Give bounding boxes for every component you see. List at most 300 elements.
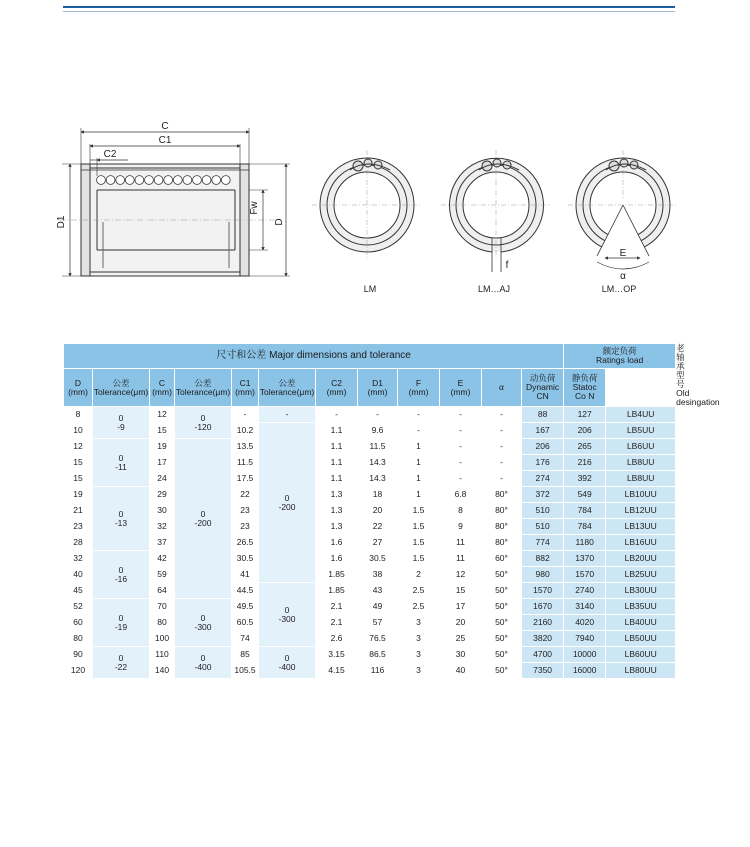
header-alpha: α bbox=[482, 368, 522, 406]
cell-e: 12 bbox=[440, 567, 482, 583]
cell-e: 11 bbox=[440, 551, 482, 567]
cell-static-load: 10000 bbox=[564, 647, 606, 663]
cell-e: 6.8 bbox=[440, 487, 482, 503]
cell-c1-tolerance-upper: 0 bbox=[284, 605, 290, 616]
cell-c: 24 bbox=[150, 471, 175, 487]
cell-old-designation: LB35UU bbox=[606, 599, 676, 615]
header-c2 bbox=[316, 368, 358, 406]
dim-alpha-label: α bbox=[620, 271, 626, 282]
cell-c1: 30.5 bbox=[232, 551, 259, 567]
cell-d1: 9.6 bbox=[358, 423, 398, 439]
cell-e: - bbox=[440, 455, 482, 471]
cell-dynamic-load: 882 bbox=[522, 551, 564, 567]
dim-e-label: E bbox=[619, 248, 627, 259]
header-sta-en: Statoc bbox=[572, 382, 597, 393]
cell-alpha: - bbox=[482, 439, 522, 455]
cell-f: 2.5 bbox=[398, 583, 440, 599]
cell-d1: 116 bbox=[358, 663, 398, 679]
cell-dynamic-load: 1670 bbox=[522, 599, 564, 615]
cell-c-tolerance-lower: -300 bbox=[194, 621, 212, 632]
ball bbox=[202, 176, 211, 185]
header-c bbox=[150, 368, 175, 406]
cell-old-designation: LB4UU bbox=[606, 407, 676, 423]
ball bbox=[183, 176, 192, 185]
table-row bbox=[64, 599, 677, 615]
cell-d-tolerance-lower: -22 bbox=[114, 661, 128, 672]
cell-c1-tolerance-upper: 0 bbox=[284, 493, 290, 504]
cell-c: 110 bbox=[150, 647, 175, 663]
cell-e: 20 bbox=[440, 615, 482, 631]
cell-c1-tolerance-upper: 0 bbox=[284, 653, 290, 664]
table-row bbox=[64, 439, 677, 455]
cell-c: 15 bbox=[150, 423, 175, 439]
cell-e: 25 bbox=[440, 631, 482, 647]
cell-c-tolerance bbox=[175, 407, 232, 439]
header-d1 bbox=[358, 368, 398, 406]
cell-c2: 1.6 bbox=[316, 551, 358, 567]
table-row bbox=[64, 631, 677, 647]
cell-d: 15 bbox=[64, 455, 93, 471]
cell-dynamic-load: 372 bbox=[522, 487, 564, 503]
ball bbox=[154, 176, 163, 185]
cell-f: 3 bbox=[398, 631, 440, 647]
cell-alpha: - bbox=[482, 455, 522, 471]
cell-c1: 23 bbox=[232, 503, 259, 519]
cell-alpha: - bbox=[482, 471, 522, 487]
dim-d-label: D bbox=[274, 218, 285, 226]
cell-alpha: 50° bbox=[482, 647, 522, 663]
cell-c1: 41 bbox=[232, 567, 259, 583]
cell-old-designation: LB60UU bbox=[606, 647, 676, 663]
cell-c2: 1.85 bbox=[316, 583, 358, 599]
header-d1-unit: (mm) bbox=[367, 386, 388, 397]
cell-d1: 57 bbox=[358, 615, 398, 631]
cell-c1: 23 bbox=[232, 519, 259, 535]
cell-f: 2 bbox=[398, 567, 440, 583]
cell-f: - bbox=[398, 423, 440, 439]
header-c1-unit: (mm) bbox=[235, 386, 255, 397]
cell-c: 19 bbox=[150, 439, 175, 455]
cell-d: 19 bbox=[64, 487, 93, 503]
cell-static-load: 16000 bbox=[564, 663, 606, 679]
cell-old-designation: LB40UU bbox=[606, 615, 676, 631]
cell-e: 15 bbox=[440, 583, 482, 599]
cell-c-tolerance bbox=[175, 439, 232, 599]
cell-alpha: 50° bbox=[482, 615, 522, 631]
ratings-en: Ratings load bbox=[596, 354, 644, 365]
cell-old-designation: LB20UU bbox=[606, 551, 676, 567]
cell-c: 59 bbox=[150, 567, 175, 583]
cell-dynamic-load: 3820 bbox=[522, 631, 564, 647]
cell-c1-tolerance bbox=[259, 423, 316, 583]
header-c2-unit: (mm) bbox=[326, 386, 347, 397]
cell-d: 52 bbox=[64, 599, 93, 615]
header-e-top: E bbox=[457, 377, 464, 388]
header-c1-top: C1 bbox=[239, 377, 251, 388]
cell-d1: 30.5 bbox=[358, 551, 398, 567]
cell-static-load: 216 bbox=[564, 455, 606, 471]
lm-front-view bbox=[312, 150, 422, 260]
cell-e: 30 bbox=[440, 647, 482, 663]
cell-old-designation: LB50UU bbox=[606, 631, 676, 647]
cell-dynamic-load: 4700 bbox=[522, 647, 564, 663]
cell-c1: 26.5 bbox=[232, 535, 259, 551]
cell-old-designation: LB8UU bbox=[606, 455, 676, 471]
cell-d-tolerance-upper: 0 bbox=[118, 565, 124, 576]
cell-static-load: 2740 bbox=[564, 583, 606, 599]
cell-c: 64 bbox=[150, 583, 175, 599]
cell-static-load: 265 bbox=[564, 439, 606, 455]
cell-d1: 38 bbox=[358, 567, 398, 583]
cell-dynamic-load: 2160 bbox=[522, 615, 564, 631]
cell-f: 3 bbox=[398, 663, 440, 679]
cell-d: 28 bbox=[64, 535, 93, 551]
cell-c: 29 bbox=[150, 487, 175, 503]
header-d bbox=[64, 368, 93, 406]
cell-c2: 3.15 bbox=[316, 647, 358, 663]
cell-d1: 49 bbox=[358, 599, 398, 615]
table-row bbox=[64, 583, 677, 599]
cell-d: 90 bbox=[64, 647, 93, 663]
cell-d: 23 bbox=[64, 519, 93, 535]
table-row bbox=[64, 535, 677, 551]
table-row bbox=[64, 647, 677, 663]
cell-dynamic-load: 274 bbox=[522, 471, 564, 487]
cell-c-tolerance-lower: -400 bbox=[194, 661, 212, 672]
cell-f: 1.5 bbox=[398, 503, 440, 519]
cell-static-load: 784 bbox=[564, 519, 606, 535]
ball bbox=[221, 176, 230, 185]
cell-static-load: 549 bbox=[564, 487, 606, 503]
header-c1-tol-en: Tolerance(μm) bbox=[259, 386, 315, 397]
cell-d1: 43 bbox=[358, 583, 398, 599]
cell-old-designation: LB16UU bbox=[606, 535, 676, 551]
cell-c: 70 bbox=[150, 599, 175, 615]
cell-c: 100 bbox=[150, 631, 175, 647]
header-c1-tol bbox=[259, 368, 316, 406]
cell-e: 11 bbox=[440, 535, 482, 551]
cell-dynamic-load: 206 bbox=[522, 439, 564, 455]
cell-dynamic-load: 510 bbox=[522, 519, 564, 535]
ball bbox=[145, 176, 154, 185]
cell-old-designation: LB25UU bbox=[606, 567, 676, 583]
cell-c: 12 bbox=[150, 407, 175, 423]
cell-old-designation: LB5UU bbox=[606, 423, 676, 439]
cell-dynamic-load: 980 bbox=[522, 567, 564, 583]
ball bbox=[212, 176, 221, 185]
cell-d1: 14.3 bbox=[358, 455, 398, 471]
cell-c2: 1.1 bbox=[316, 423, 358, 439]
cell-d1: 11.5 bbox=[358, 439, 398, 455]
cell-static-load: 1180 bbox=[564, 535, 606, 551]
cell-d: 15 bbox=[64, 471, 93, 487]
header-dyn-cn: 动负荷 bbox=[529, 373, 556, 384]
header-c-tol bbox=[175, 368, 232, 406]
ball bbox=[193, 176, 202, 185]
cell-d1: 18 bbox=[358, 487, 398, 503]
cell-c2: 2.1 bbox=[316, 615, 358, 631]
cell-d-tolerance bbox=[93, 407, 150, 439]
ball bbox=[125, 176, 134, 185]
header-c-top: C bbox=[158, 377, 166, 388]
table-title: 尺寸和公差 Major dimensions and tolerance bbox=[64, 344, 564, 369]
header-c2-top: C2 bbox=[331, 377, 342, 388]
cell-c: 32 bbox=[150, 519, 175, 535]
cell-d-tolerance-lower: -16 bbox=[114, 573, 128, 584]
header-e bbox=[440, 368, 482, 406]
header-d-tol-cn: 公差 bbox=[112, 377, 130, 388]
cell-f: 1 bbox=[398, 487, 440, 503]
cell-c2: 4.15 bbox=[316, 663, 358, 679]
cell-alpha: 50° bbox=[482, 567, 522, 583]
cell-alpha: - bbox=[482, 407, 522, 423]
cell-dynamic-load: 774 bbox=[522, 535, 564, 551]
cell-alpha: - bbox=[482, 423, 522, 439]
ratings-load-header bbox=[564, 344, 676, 369]
cell-d-tolerance-upper: 0 bbox=[118, 613, 124, 624]
cell-c-tolerance bbox=[175, 599, 232, 647]
cell-d-tolerance-lower: -19 bbox=[114, 621, 128, 632]
lm-aj-front-view bbox=[441, 150, 551, 272]
cell-c2: 1.3 bbox=[316, 519, 358, 535]
table-row bbox=[64, 503, 677, 519]
cell-c-tolerance-lower: -200 bbox=[194, 517, 212, 528]
header-f-top: F bbox=[415, 377, 422, 388]
cell-f: 2.5 bbox=[398, 599, 440, 615]
cell-c1: 10.2 bbox=[232, 423, 259, 439]
header-static bbox=[564, 368, 606, 406]
cell-e: - bbox=[440, 471, 482, 487]
cell-c1: 13.5 bbox=[232, 439, 259, 455]
cell-static-load: 127 bbox=[564, 407, 606, 423]
cell-f: 3 bbox=[398, 615, 440, 631]
cell-d: 10 bbox=[64, 423, 93, 439]
cell-d: 80 bbox=[64, 631, 93, 647]
ball bbox=[116, 176, 125, 185]
cell-f: 1.5 bbox=[398, 535, 440, 551]
cell-d-tolerance-lower: -9 bbox=[117, 421, 125, 432]
dimensions-table bbox=[63, 343, 720, 679]
header-f bbox=[398, 368, 440, 406]
cell-c1: 44.5 bbox=[232, 583, 259, 599]
cell-c: 42 bbox=[150, 551, 175, 567]
cell-static-load: 1570 bbox=[564, 567, 606, 583]
cell-c: 30 bbox=[150, 503, 175, 519]
cell-static-load: 7940 bbox=[564, 631, 606, 647]
cell-c1: 22 bbox=[232, 487, 259, 503]
cell-old-designation: LB8UU bbox=[606, 471, 676, 487]
cell-f: - bbox=[398, 407, 440, 423]
cell-e: 40 bbox=[440, 663, 482, 679]
table-row bbox=[64, 615, 677, 631]
header-c-tol-cn: 公差 bbox=[194, 377, 212, 388]
cell-static-load: 392 bbox=[564, 471, 606, 487]
cell-e: - bbox=[440, 407, 482, 423]
cell-alpha: 50° bbox=[482, 599, 522, 615]
cell-c1-tolerance-lower: -300 bbox=[278, 613, 296, 624]
table-row bbox=[64, 471, 677, 487]
table-row bbox=[64, 407, 677, 423]
dim-d1-label: D1 bbox=[56, 215, 67, 229]
cell-e: - bbox=[440, 439, 482, 455]
cell-f: 3 bbox=[398, 647, 440, 663]
cell-old-designation: LB80UU bbox=[606, 663, 676, 679]
header-c-tol-en: Tolerance(μm) bbox=[175, 386, 231, 397]
cell-d-tolerance bbox=[93, 599, 150, 647]
cell-static-load: 1370 bbox=[564, 551, 606, 567]
dim-c1-label: C1 bbox=[158, 135, 172, 146]
ball bbox=[135, 176, 144, 185]
cell-e: 8 bbox=[440, 503, 482, 519]
cell-e: 9 bbox=[440, 519, 482, 535]
cell-c1: 105.5 bbox=[232, 663, 259, 679]
caption-lm-aj: LM…AJ bbox=[477, 284, 511, 294]
cell-c1: 11.5 bbox=[232, 455, 259, 471]
old-designation-header: 老轴承型号 Old desingation bbox=[676, 343, 720, 407]
cell-d: 8 bbox=[64, 407, 93, 423]
dim-c-label: C bbox=[161, 121, 169, 132]
dim-fw-label: Fw bbox=[249, 201, 260, 215]
cell-c1-tolerance-lower: -400 bbox=[278, 661, 296, 672]
header-d-top: D bbox=[74, 377, 82, 388]
cell-d: 120 bbox=[64, 663, 93, 679]
cell-c1: 60.5 bbox=[232, 615, 259, 631]
cell-c1-tolerance-lower: -200 bbox=[278, 501, 296, 512]
cell-old-designation: LB6UU bbox=[606, 439, 676, 455]
cell-alpha: 80° bbox=[482, 519, 522, 535]
cell-alpha: 60° bbox=[482, 551, 522, 567]
cell-d1: 14.3 bbox=[358, 471, 398, 487]
cell-c: 140 bbox=[150, 663, 175, 679]
header-dynamic bbox=[522, 368, 564, 406]
cell-d1: 20 bbox=[358, 503, 398, 519]
header-c1-tol-cn: 公差 bbox=[278, 377, 296, 388]
header-d-unit: (mm) bbox=[68, 386, 88, 397]
cell-d: 32 bbox=[64, 551, 93, 567]
cell-c-tolerance bbox=[175, 647, 232, 679]
cell-d-tolerance bbox=[93, 487, 150, 551]
cell-old-designation: LB30UU bbox=[606, 583, 676, 599]
cell-c2: 1.3 bbox=[316, 487, 358, 503]
dim-f-label: f bbox=[505, 260, 509, 271]
cell-d-tolerance-upper: 0 bbox=[118, 653, 124, 664]
cell-old-designation: LB13UU bbox=[606, 519, 676, 535]
cell-c1: 85 bbox=[232, 647, 259, 663]
table-row bbox=[64, 519, 677, 535]
cell-c1-tolerance bbox=[259, 407, 316, 423]
bearing-drawings bbox=[0, 0, 750, 330]
header-d-tol bbox=[93, 368, 150, 406]
ball bbox=[97, 176, 106, 185]
cell-c2: 1.1 bbox=[316, 455, 358, 471]
cell-c1: 74 bbox=[232, 631, 259, 647]
header-e-unit: (mm) bbox=[450, 386, 471, 397]
cell-c1: 49.5 bbox=[232, 599, 259, 615]
cell-c2: 1.1 bbox=[316, 439, 358, 455]
cell-e: - bbox=[440, 423, 482, 439]
table-row bbox=[64, 423, 677, 439]
cell-f: 1 bbox=[398, 455, 440, 471]
cell-d: 40 bbox=[64, 567, 93, 583]
cell-c-tolerance-lower: -120 bbox=[194, 421, 212, 432]
cell-alpha: 50° bbox=[482, 583, 522, 599]
cell-f: 1 bbox=[398, 471, 440, 487]
cell-alpha: 80° bbox=[482, 535, 522, 551]
ball bbox=[164, 176, 173, 185]
cell-old-designation: LB12UU bbox=[606, 503, 676, 519]
cell-d-tolerance bbox=[93, 439, 150, 487]
ball bbox=[173, 176, 182, 185]
header-sta-sym: Co N bbox=[574, 391, 595, 402]
cell-alpha: 80° bbox=[482, 503, 522, 519]
cell-c: 17 bbox=[150, 455, 175, 471]
cell-c2: - bbox=[316, 407, 358, 423]
cell-static-load: 206 bbox=[564, 423, 606, 439]
dim-c2-label: C2 bbox=[103, 149, 117, 160]
cell-alpha: 50° bbox=[482, 663, 522, 679]
cell-static-load: 784 bbox=[564, 503, 606, 519]
cell-d-tolerance-lower: -13 bbox=[114, 517, 128, 528]
cell-c2: 2.1 bbox=[316, 599, 358, 615]
table-row bbox=[64, 567, 677, 583]
header-c-unit: (mm) bbox=[152, 386, 172, 397]
cell-c1: - bbox=[232, 407, 259, 423]
cell-f: 1 bbox=[398, 439, 440, 455]
header-sta-cn: 静负荷 bbox=[571, 373, 598, 384]
cell-d-tolerance bbox=[93, 551, 150, 599]
cell-d: 60 bbox=[64, 615, 93, 631]
cell-dynamic-load: 510 bbox=[522, 503, 564, 519]
cell-dynamic-load: 176 bbox=[522, 455, 564, 471]
header-f-unit: (mm) bbox=[408, 386, 429, 397]
cell-c2: 1.1 bbox=[316, 471, 358, 487]
cell-c2: 1.6 bbox=[316, 535, 358, 551]
header-dyn-sym: CN bbox=[536, 391, 549, 402]
cell-f: 1.5 bbox=[398, 551, 440, 567]
cell-c-tolerance-upper: 0 bbox=[200, 509, 206, 520]
table-row bbox=[64, 663, 677, 679]
header-d1-top: D1 bbox=[372, 377, 383, 388]
cell-alpha: 50° bbox=[482, 631, 522, 647]
cell-dynamic-load: 1570 bbox=[522, 583, 564, 599]
table-row bbox=[64, 487, 677, 503]
cell-d-tolerance-lower: -11 bbox=[115, 461, 127, 472]
cell-d-tolerance-upper: 0 bbox=[118, 413, 124, 424]
cell-c1-tolerance-upper: - bbox=[285, 409, 289, 420]
cell-d-tolerance-upper: 0 bbox=[118, 453, 124, 464]
cell-static-load: 4020 bbox=[564, 615, 606, 631]
header-c1 bbox=[232, 368, 259, 406]
header-dyn-en: Dynamic bbox=[526, 382, 560, 393]
caption-lm-op: LM…OP bbox=[601, 284, 637, 294]
cell-c2: 2.6 bbox=[316, 631, 358, 647]
cell-c-tolerance-upper: 0 bbox=[200, 653, 206, 664]
cell-dynamic-load: 167 bbox=[522, 423, 564, 439]
cell-c: 37 bbox=[150, 535, 175, 551]
cell-c: 80 bbox=[150, 615, 175, 631]
cell-c2: 1.85 bbox=[316, 567, 358, 583]
cell-d1: 76.5 bbox=[358, 631, 398, 647]
cell-d: 12 bbox=[64, 439, 93, 455]
cell-d1: - bbox=[358, 407, 398, 423]
cell-d1: 86.5 bbox=[358, 647, 398, 663]
cell-d-tolerance bbox=[93, 647, 150, 679]
cell-c1-tolerance bbox=[259, 583, 316, 647]
cell-dynamic-load: 7350 bbox=[522, 663, 564, 679]
cell-static-load: 3140 bbox=[564, 599, 606, 615]
caption-lm: LM bbox=[363, 284, 377, 294]
cell-e: 17 bbox=[440, 599, 482, 615]
